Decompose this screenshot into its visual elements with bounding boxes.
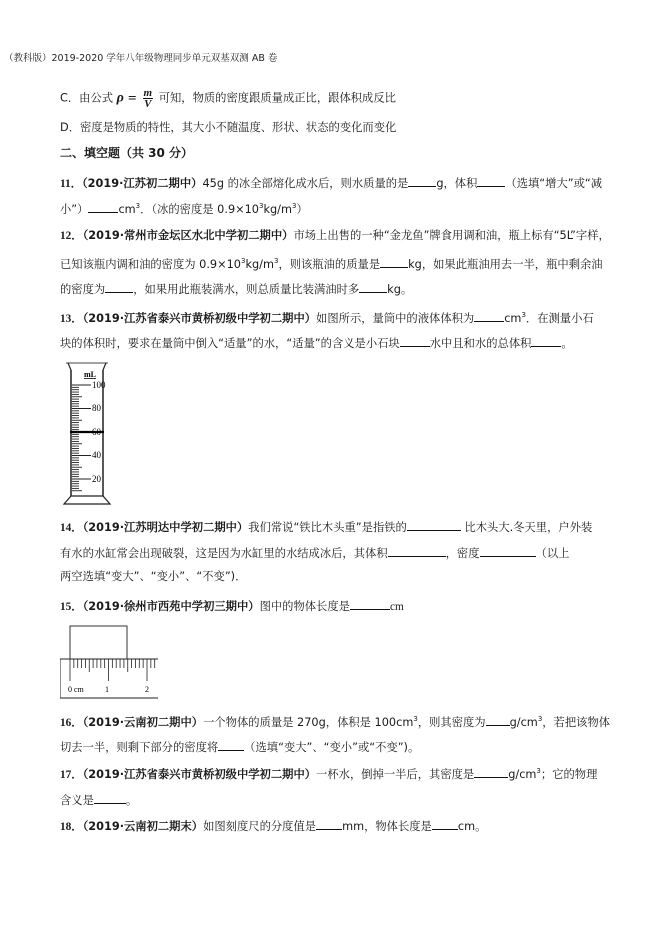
- cylinder-tick-label: 60: [92, 427, 101, 437]
- question-15-line-1: 15．（2019·徐州市西苑中学初三期中）图中的物体长度是 cm: [60, 597, 404, 615]
- answer-blank[interactable]: [380, 255, 408, 268]
- answer-blank[interactable]: [480, 544, 536, 557]
- section-title: 二、填空题（共 30 分）: [60, 146, 194, 160]
- question-12-line-3: 的密度为 ，如果用此瓶装满水，则总质量比装满油时多 kg。: [60, 280, 412, 298]
- answer-blank[interactable]: [316, 817, 342, 830]
- question-11-line-1: 11．（2019·江苏初二期中）45g 的冰全部熔化成水后，则水质量的是 g，体积 （选填“增大”或“减: [60, 174, 602, 192]
- cylinder-base: [64, 496, 110, 504]
- question-12-line-1: 12．（2019·常州市金坛区水北中学初二期中）市场上出售的一种“金龙鱼”牌食用调和油，瓶上标有“5L”字样，: [60, 229, 610, 242]
- measured-object: [70, 626, 127, 659]
- question-13-line-2: 块的体积时，要求在量筒中倒入“适量”的水，“适量”的含义是小石块 水中且和水的总体积 。: [60, 334, 573, 352]
- answer-blank[interactable]: [474, 765, 508, 778]
- question-17-line-2: 含义是 。: [60, 791, 137, 809]
- answer-blank[interactable]: [486, 713, 510, 726]
- formula-fraction: $\frac{m}{V}$: [143, 87, 153, 110]
- answer-blank[interactable]: [94, 791, 126, 804]
- question-14-line-2: 有水的水缸常会出现破裂，这是因为水缸里的水结成冰后，其体积 ，密度 （以上: [60, 544, 569, 562]
- cylinder-tick-label: 80: [92, 403, 101, 413]
- question-14-line-1: 14．（2019·江苏明达中学初二期中）我们常说“铁比木头重”是指铁的 比木头大.冬天里，户外装: [60, 518, 592, 536]
- cylinder-unit-label: mL: [84, 370, 96, 379]
- measuring-cylinder-figure: [58, 360, 120, 510]
- answer-blank[interactable]: [432, 817, 458, 830]
- question-14-line-3: 两空选填“变大”、“变小”、“不变”)．: [60, 570, 247, 583]
- question-17-line-1: 17．（2019·江苏省泰兴市黄桥初级中学初二期中）一杯水，倒掉一半后，其密度是 $g/cm^3$；它的物理: [60, 765, 597, 783]
- ruler-scale: [70, 659, 155, 681]
- ruler-figure: [60, 622, 162, 700]
- answer-blank[interactable]: [359, 280, 387, 293]
- answer-blank[interactable]: [388, 544, 446, 557]
- answer-blank[interactable]: [474, 309, 504, 322]
- ruler-label: 2: [145, 685, 149, 694]
- question-16-line-2: 切去一半，则剩下部分的密度将 （选填“变大”、“变小”或“不变”)。: [60, 738, 419, 756]
- ruler-label: 0 cm: [68, 685, 84, 694]
- answer-blank[interactable]: [350, 597, 390, 610]
- question-13-line-1: 13．（2019·江苏省泰兴市黄桥初级中学初二期中）如图所示，量筒中的液体体积为 $cm^3$．在测量小石: [60, 309, 594, 327]
- answer-blank[interactable]: [105, 280, 133, 293]
- cylinder-scale: [72, 385, 91, 491]
- answer-blank[interactable]: [88, 200, 118, 213]
- question-11-line-2: 小”） $cm^3$．（冰的密度是 $0.9\times 10^3kg/m^3$）: [60, 200, 308, 218]
- cylinder-tick-label: 100: [92, 380, 106, 390]
- page-header: （教科版）2019-2020 学年八年级物理同步单元双基双测 AB 卷: [4, 53, 278, 64]
- option-d: D．密度是物质的特性，其大小不随温度、形状、状态的变化而变化: [60, 121, 397, 134]
- option-c: C．由公式 ρ = $\frac{m}{V}$ 可知，物质的密度跟质量成正比，跟体积成反比: [60, 87, 396, 110]
- question-16-line-1: 16．（2019·云南初二期中）一个物体的质量是 270g，体积是 $100cm^3$，则其密度为 $g/cm^3$，若把该物体: [60, 713, 610, 731]
- rho-symbol: ρ: [116, 90, 124, 106]
- cylinder-tick-label: 40: [92, 450, 101, 460]
- question-18-line-1: 18．（2019·云南初二期末）如图刻度尺的分度值是 mm，物体长度是 cm。: [60, 817, 486, 835]
- answer-blank[interactable]: [531, 334, 561, 347]
- answer-blank[interactable]: [407, 518, 461, 531]
- question-12-line-2: 已知该瓶内调和油的密度为 $0.9\times 10^3kg/m^3$，则该瓶油的质量是 kg，如果此瓶油用去一半，瓶中剩余油: [60, 255, 603, 273]
- answer-blank[interactable]: [400, 334, 430, 347]
- ruler-label: 1: [105, 685, 109, 694]
- answer-blank[interactable]: [408, 174, 436, 187]
- answer-blank[interactable]: [477, 174, 505, 187]
- answer-blank[interactable]: [218, 738, 244, 751]
- cylinder-tick-label: 20: [92, 474, 101, 484]
